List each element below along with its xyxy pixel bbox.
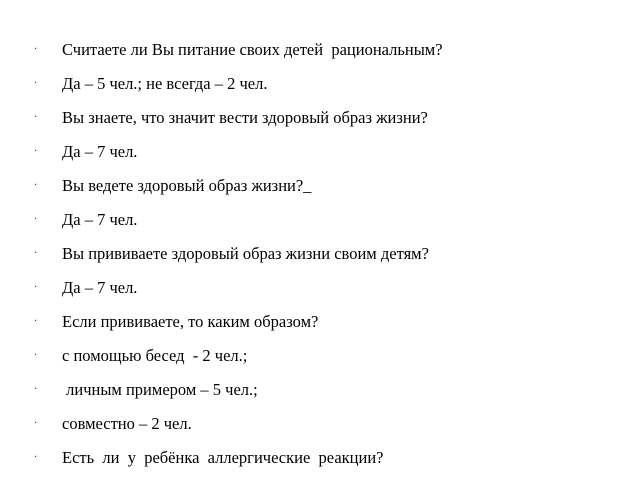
list-item-text: Вы прививаете здоровый образ жизни своим детям?	[62, 244, 429, 263]
list-item-text: Если прививаете, то каким образом?	[62, 312, 319, 331]
bullet-icon: ·	[34, 452, 38, 463]
list-item	[0, 414, 640, 438]
list-item	[0, 108, 640, 132]
bullet-icon: ·	[34, 44, 38, 55]
list-item-text: Да – 7 чел.	[62, 142, 138, 161]
list-item	[0, 210, 640, 234]
list-item	[0, 380, 640, 404]
bullet-icon: ·	[34, 350, 38, 361]
list-item-text: Да – 5 чел.; не всегда – 2 чел.	[62, 74, 268, 93]
list-item-text: Считаете ли Вы питание своих детей рациональным?	[62, 40, 443, 59]
bullet-icon: ·	[34, 248, 38, 259]
bullet-icon: ·	[34, 316, 38, 327]
list-item	[0, 142, 640, 166]
list-item	[0, 278, 640, 302]
list-item-text: с помощью бесед - 2 чел.;	[62, 346, 248, 365]
list-item	[0, 244, 640, 268]
bullet-icon: ·	[34, 418, 38, 429]
list-item-text: Вы ведете здоровый образ жизни?_	[62, 176, 312, 195]
bullet-icon: ·	[34, 112, 38, 123]
list-item-text: Да – 7 чел.	[62, 278, 138, 297]
bullet-icon: ·	[34, 214, 38, 225]
bullet-icon: ·	[34, 282, 38, 293]
list-item	[0, 346, 640, 370]
list-item	[0, 312, 640, 336]
list-item	[0, 74, 640, 98]
list-item-text: личным примером – 5 чел.;	[62, 380, 258, 399]
list-item-text: Да – 7 чел.	[62, 210, 138, 229]
list-item	[0, 40, 640, 64]
list-item	[0, 448, 640, 472]
bullet-icon: ·	[34, 180, 38, 191]
bullet-icon: ·	[34, 78, 38, 89]
bullet-icon: ·	[34, 146, 38, 157]
bullet-icon: ·	[34, 384, 38, 395]
list-item-text: Есть ли у ребёнка аллергические реакции?	[62, 448, 384, 467]
list-item	[0, 176, 640, 200]
list-item-text: совместно – 2 чел.	[62, 414, 192, 433]
list-item-text: Вы знаете, что значит вести здоровый образ жизни?	[62, 108, 428, 127]
